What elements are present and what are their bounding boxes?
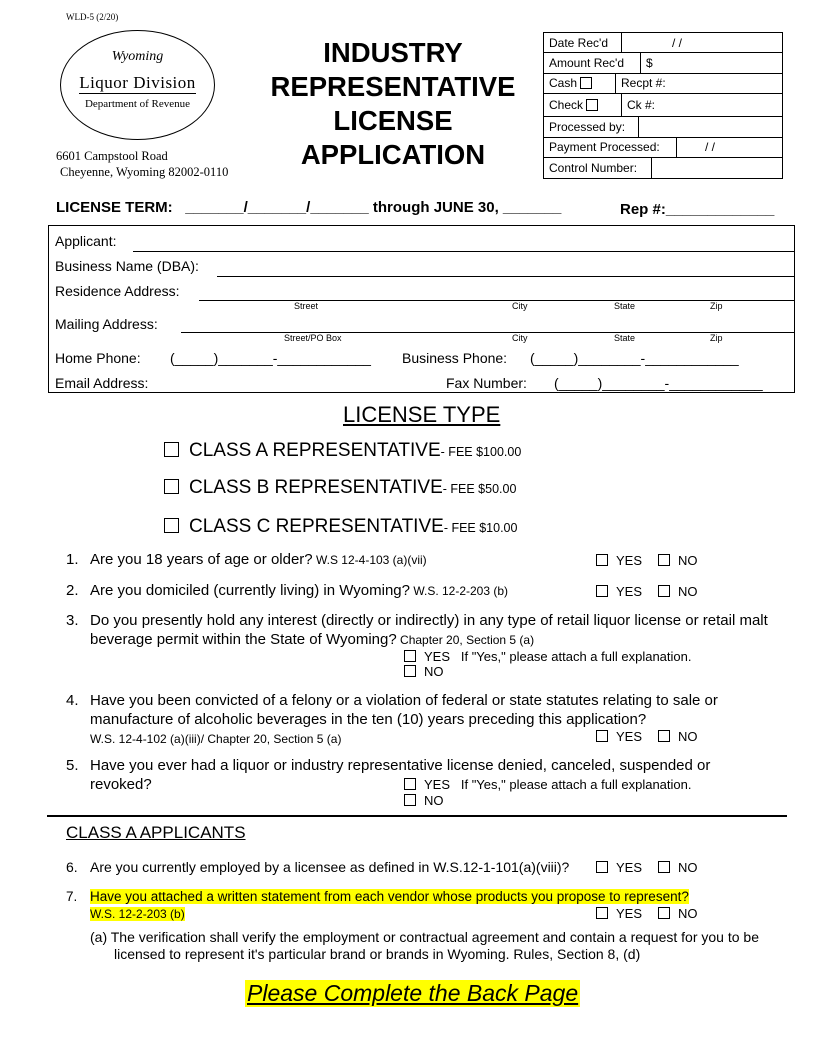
q1-no-checkbox[interactable] [658,554,670,566]
check-label: Check [549,98,584,113]
yes-label: YES [616,729,643,744]
q7-answer [596,906,698,921]
no-label: NO [678,553,698,568]
license-term-through: through JUNE 30, _______ [372,199,562,216]
q3-no [404,664,444,679]
yes-label: YES [616,906,643,921]
address-line-2: Cheyenne, Wyoming 82002-0110 [60,165,229,179]
no-label: NO [678,729,698,744]
home-phone-field[interactable]: (_____)_______-____________ [170,350,371,366]
amount-recd-label: Amount Rec'd [544,53,641,72]
state-caption: State [614,301,636,311]
date-recd-label: Date Rec'd [544,33,622,52]
back-page-notice: Please Complete the Back Page [247,980,579,1006]
form-title [258,36,528,172]
q4-no-checkbox[interactable] [658,730,670,742]
mailing-address-field[interactable] [181,332,794,333]
no-label: NO [424,793,444,808]
control-number-label: Control Number: [544,158,652,178]
class-a-fee: - FEE $100.00 [440,445,522,459]
q5-yes-checkbox[interactable] [404,778,416,790]
no-label: NO [678,584,698,599]
verification-note: (a) The verification shall verify the employment or contractual agreement and contain a request for you to be licensed to represent it's particular brand or brands in Wyoming. Rules, Section 8, (d) [90,929,759,962]
title-line: APPLICATION [300,139,486,170]
q1-answer [596,553,698,568]
question-3 [66,611,776,650]
rep-number [620,201,774,218]
question-text: Have you ever had a liquor or industry representative license denied, canceled, suspended or revoked? [90,757,711,793]
attach-note: If "Yes," please attach a full explanation. [460,777,692,792]
question-citation: W.S. 12-2-203 (b) [409,584,509,598]
logo-script: Wyoming [111,49,164,64]
mailing-address-label: Mailing Address: [55,316,158,332]
zip-caption: Zip [710,333,723,343]
home-phone-label: Home Phone: [55,350,141,366]
office-use-box [543,32,783,179]
question-number: 4. [66,692,79,709]
street-po-caption: Street/PO Box [284,333,342,343]
cash-checkbox[interactable] [580,77,592,89]
class-c-option[interactable] [164,516,517,538]
title-line: INDUSTRY [323,37,463,68]
question-number: 6. [66,859,78,875]
class-b-fee: - FEE $50.00 [442,482,517,496]
mailing-address-block [56,148,228,180]
license-type-heading: LICENSE TYPE [343,402,501,427]
q5-yes [404,777,691,792]
q3-no-checkbox[interactable] [404,665,416,677]
no-label: NO [424,664,444,679]
form-code: WLD-5 (2/20) [66,12,119,22]
applicant-field[interactable] [133,251,794,252]
title-line: LICENSE [333,105,453,136]
recpt-field[interactable]: Recpt #: [621,76,666,91]
q5-no-checkbox[interactable] [404,794,416,806]
question-number: 2. [66,582,79,599]
city-caption: City [512,333,528,343]
address-line-1: 6601 Campstool Road [56,149,168,163]
question-citation: W.S. 12-4-102 (a)(iii)/ Chapter 20, Section 5 (a) [90,732,342,746]
residence-address-label: Residence Address: [55,283,180,299]
q4-yes-checkbox[interactable] [596,730,608,742]
fax-field[interactable]: (_____)________-____________ [554,375,763,391]
yes-label: YES [616,860,643,875]
q3-yes [404,649,691,664]
cash-label: Cash [549,76,578,91]
business-name-label: Business Name (DBA): [55,258,199,274]
logo-department: Department of Revenue [84,98,191,110]
question-citation: Chapter 20, Section 5 (a) [396,633,535,647]
business-phone-label: Business Phone: [402,350,508,366]
class-c-checkbox[interactable] [164,518,179,533]
q6-answer [596,860,698,875]
business-name-field[interactable] [217,276,794,277]
email-label: Email Address: [55,375,149,391]
q2-yes-checkbox[interactable] [596,585,608,597]
question-text: Do you presently hold any interest (directly or indirectly) in any type of retail liquor license or retail malt beverage permit within the State of Wyoming? [90,612,768,648]
class-a-checkbox[interactable] [164,442,179,457]
title-line: REPRESENTATIVE [270,71,516,102]
question-text: Are you 18 years of age or older? [90,551,313,568]
rep-number-label: Rep #: [620,201,666,218]
question-number: 3. [66,612,79,629]
question-text: Have you been convicted of a felony or a violation of federal or state statutes relating to sale or manufacture of alcoholic beverages in the ten (10) years preceding this application? [90,692,718,728]
q6-yes-checkbox[interactable] [596,861,608,873]
q2-answer [596,584,698,599]
processed-by-label: Processed by: [544,117,639,136]
class-c-label: CLASS C REPRESENTATIVE [189,516,444,537]
question-number: 5. [66,757,79,774]
date-recd-field[interactable]: / / [672,35,683,50]
payment-processed-field[interactable]: / / [705,140,716,155]
question-citation: W.S 12-4-103 (a)(vii) [312,553,427,567]
class-a-option[interactable] [164,440,521,462]
no-label: NO [678,860,698,875]
yes-label: YES [424,777,451,792]
class-a-label: CLASS A REPRESENTATIVE [189,440,441,461]
q5-no [404,793,444,808]
street-caption: Street [294,301,319,311]
question-number: 1. [66,551,79,568]
amount-recd-field[interactable]: $ [646,56,653,71]
class-b-label: CLASS B REPRESENTATIVE [189,477,443,498]
class-b-checkbox[interactable] [164,479,179,494]
check-option[interactable] [544,94,622,116]
ck-field[interactable]: Ck #: [627,98,656,113]
question-number: 7. [66,889,78,904]
license-term-label: LICENSE TERM: [56,199,173,216]
logo-division: Liquor Division [79,73,196,92]
class-a-applicants-heading: CLASS A APPLICANTS [66,823,246,842]
applicant-label: Applicant: [55,233,117,249]
cash-option[interactable] [544,74,616,93]
yes-label: YES [616,584,643,599]
control-number-field[interactable] [652,158,782,178]
attach-note: If "Yes," please attach a full explanation. [460,649,692,664]
q4-answer [596,729,698,744]
q2-no-checkbox[interactable] [658,585,670,597]
liquor-division-logo [60,30,215,140]
fax-label: Fax Number: [446,375,527,391]
question-text: Are you domiciled (currently living) in Wyoming? [90,582,410,599]
q3-yes-checkbox[interactable] [404,650,416,662]
class-b-option[interactable] [164,477,516,499]
yes-label: YES [616,553,643,568]
question-citation-highlighted: W.S. 12-2-203 (b) [90,907,185,921]
license-term [56,199,561,216]
payment-processed-label: Payment Processed: [544,138,677,157]
residence-address-field[interactable] [199,300,794,301]
question-text-highlighted: Have you attached a written statement from each vendor whose products you propose to represent? [90,889,689,904]
applicant-info-box [48,225,795,393]
rep-number-field[interactable]: _____________ [665,201,775,218]
no-label: NO [678,906,698,921]
yes-label: YES [424,649,451,664]
state-caption: State [614,333,636,343]
class-c-fee: - FEE $10.00 [443,521,518,535]
license-term-date-field[interactable]: _______/_______/_______ [185,199,369,216]
q7-no-checkbox[interactable] [658,907,670,919]
q6-no-checkbox[interactable] [658,861,670,873]
business-phone-field[interactable]: (_____)________-____________ [530,350,739,366]
check-checkbox[interactable] [586,99,598,111]
city-caption: City [512,301,528,311]
zip-caption: Zip [710,301,723,311]
question-text: Are you currently employed by a licensee as defined in W.S.12-1-101(a)(viii)? [90,859,570,875]
q1-yes-checkbox[interactable] [596,554,608,566]
q7-yes-checkbox[interactable] [596,907,608,919]
processed-by-field[interactable] [639,117,782,136]
section-divider [47,815,787,817]
